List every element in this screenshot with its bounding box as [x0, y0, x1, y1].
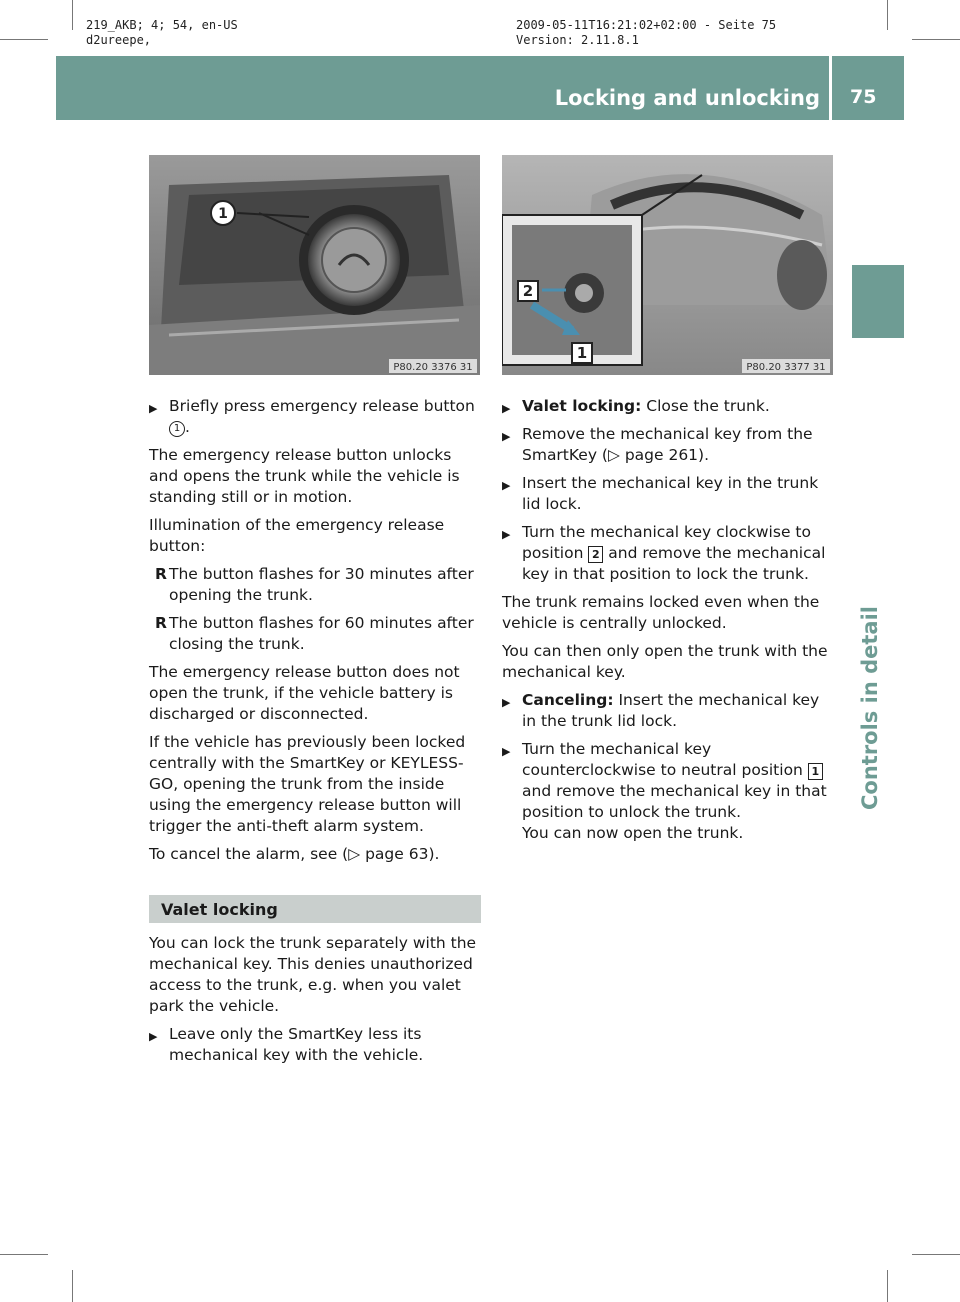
step-label: Canceling: — [522, 691, 614, 709]
step-arrow-icon: ▶ — [149, 1030, 158, 1043]
step-arrow-icon: ▶ — [502, 745, 511, 758]
trunk-lid-lock-photo — [502, 155, 833, 375]
header-divider — [829, 56, 832, 120]
bullet-text: The button flashes for 60 minutes after closing the trunk. — [169, 614, 474, 653]
page-title: Locking and unlocking — [554, 86, 820, 110]
step-arrow-icon: ▶ — [502, 402, 511, 415]
paragraph: Illumination of the emergency release button: — [149, 516, 445, 555]
step-arrow-icon: ▶ — [149, 402, 158, 415]
crop-mark — [0, 1254, 48, 1255]
page-ref-arrow-icon: ▷ — [607, 446, 620, 464]
instruction-step — [502, 690, 836, 732]
instruction-step — [502, 396, 836, 417]
right-text-column — [502, 396, 836, 851]
instruction-step — [502, 739, 836, 844]
photo-callout-1: 1 — [218, 206, 228, 222]
step-result-text: You can now open the trunk. — [522, 824, 744, 842]
position-number-icon: 2 — [588, 546, 603, 563]
step-arrow-icon: ▶ — [502, 528, 511, 541]
bullet-item — [149, 564, 481, 606]
step-text: Turn the mechanical key counterclockwise to neutral position — [522, 740, 808, 779]
paragraph: You can lock the trunk separately with the mechanical key. This denies unauthorized access to the trunk, e.g. when you valet park the vehicle. — [149, 934, 477, 1015]
photo-code-left: P80.20 3376 31 — [393, 362, 473, 373]
step-text-end: page 261). — [619, 446, 710, 464]
instruction-step — [502, 522, 836, 585]
step-text: Leave only the SmartKey less its mechanical key with the vehicle. — [169, 1025, 424, 1064]
position-number-icon: 1 — [808, 763, 823, 780]
instruction-step — [502, 473, 836, 515]
meta-left-line2: d2ureepe, — [86, 33, 152, 47]
trunk-lid-lock-illustration — [502, 155, 833, 375]
paragraph: The emergency release button does not open the trunk, if the vehicle battery is discharged or disconnected. — [149, 663, 460, 723]
crop-mark — [887, 0, 888, 30]
photo-code-right: P80.20 3377 31 — [746, 362, 826, 373]
crop-mark — [0, 39, 48, 40]
photo-callout-1: 1 — [576, 344, 588, 362]
ref-text: To cancel the alarm, see ( — [149, 845, 349, 863]
instruction-step — [502, 424, 836, 466]
bullet-icon: R — [155, 565, 167, 583]
step-text: Turn the mechanical key clockwise to position — [522, 523, 811, 562]
step-text-end: . — [185, 418, 190, 436]
trunk-interior-photo — [149, 155, 480, 375]
bullet-text: The button flashes for 30 minutes after opening the trunk. — [169, 565, 474, 604]
step-text: Remove the mechanical key from the SmartKey ( — [522, 425, 813, 464]
step-text: Close the trunk. — [641, 397, 770, 415]
bullet-item — [149, 613, 481, 655]
meta-right-line2: Version: 2.11.8.1 — [516, 33, 639, 47]
crop-mark — [912, 39, 960, 40]
step-arrow-icon: ▶ — [502, 696, 511, 709]
crop-mark — [912, 1254, 960, 1255]
step-text-end: and remove the mechanical key in that position to unlock the trunk. — [522, 782, 827, 821]
paragraph: You can then only open the trunk with the mechanical key. — [502, 642, 828, 681]
step-arrow-icon: ▶ — [502, 430, 511, 443]
crop-mark — [72, 0, 73, 30]
bullet-icon: R — [155, 614, 167, 632]
page-ref-arrow-icon: ▷ — [348, 845, 361, 863]
side-tab — [852, 265, 904, 338]
paragraph: If the vehicle has previously been locked centrally with the SmartKey or KEYLESS-GO, opening the trunk from the inside using the emergency release button will trigger the anti-theft alarm system. — [149, 733, 466, 835]
step-text: Briefly press emergency release button — [169, 397, 475, 415]
instruction-step — [149, 396, 481, 438]
trunk-interior-illustration — [149, 155, 480, 375]
crop-mark — [72, 1270, 73, 1302]
meta-right-line1: 2009-05-11T16:21:02+02:00 - Seite 75 — [516, 18, 777, 32]
step-arrow-icon: ▶ — [502, 479, 511, 492]
step-text: Insert the mechanical key in the trunk lid lock. — [522, 474, 819, 513]
paragraph: The emergency release button unlocks and opens the trunk while the vehicle is standing still or in motion. — [149, 446, 460, 506]
paragraph: The trunk remains locked even when the vehicle is centrally unlocked. — [502, 593, 820, 632]
step-text-end: and remove the mechanical key in that position to lock the trunk. — [522, 544, 826, 583]
step-text: Insert the mechanical key in the trunk lid lock. — [522, 691, 820, 730]
section-side-label: Controls in detail — [858, 606, 882, 810]
left-text-column — [149, 396, 481, 1073]
step-label: Valet locking: — [522, 397, 642, 415]
ref-text-end: page 63). — [360, 845, 440, 863]
paragraph-page-reference — [149, 844, 481, 865]
meta-left-line1: 219_AKB; 4; 54, en-US — [86, 18, 238, 32]
instruction-step — [149, 1024, 481, 1066]
page-number: 75 — [850, 86, 877, 108]
photo-callout-2: 2 — [522, 282, 534, 300]
callout-circle-icon: 1 — [169, 421, 185, 437]
section-heading: Valet locking — [149, 895, 481, 923]
crop-mark — [887, 1270, 888, 1302]
doc-meta-left — [86, 18, 238, 48]
doc-meta-right — [516, 18, 776, 48]
